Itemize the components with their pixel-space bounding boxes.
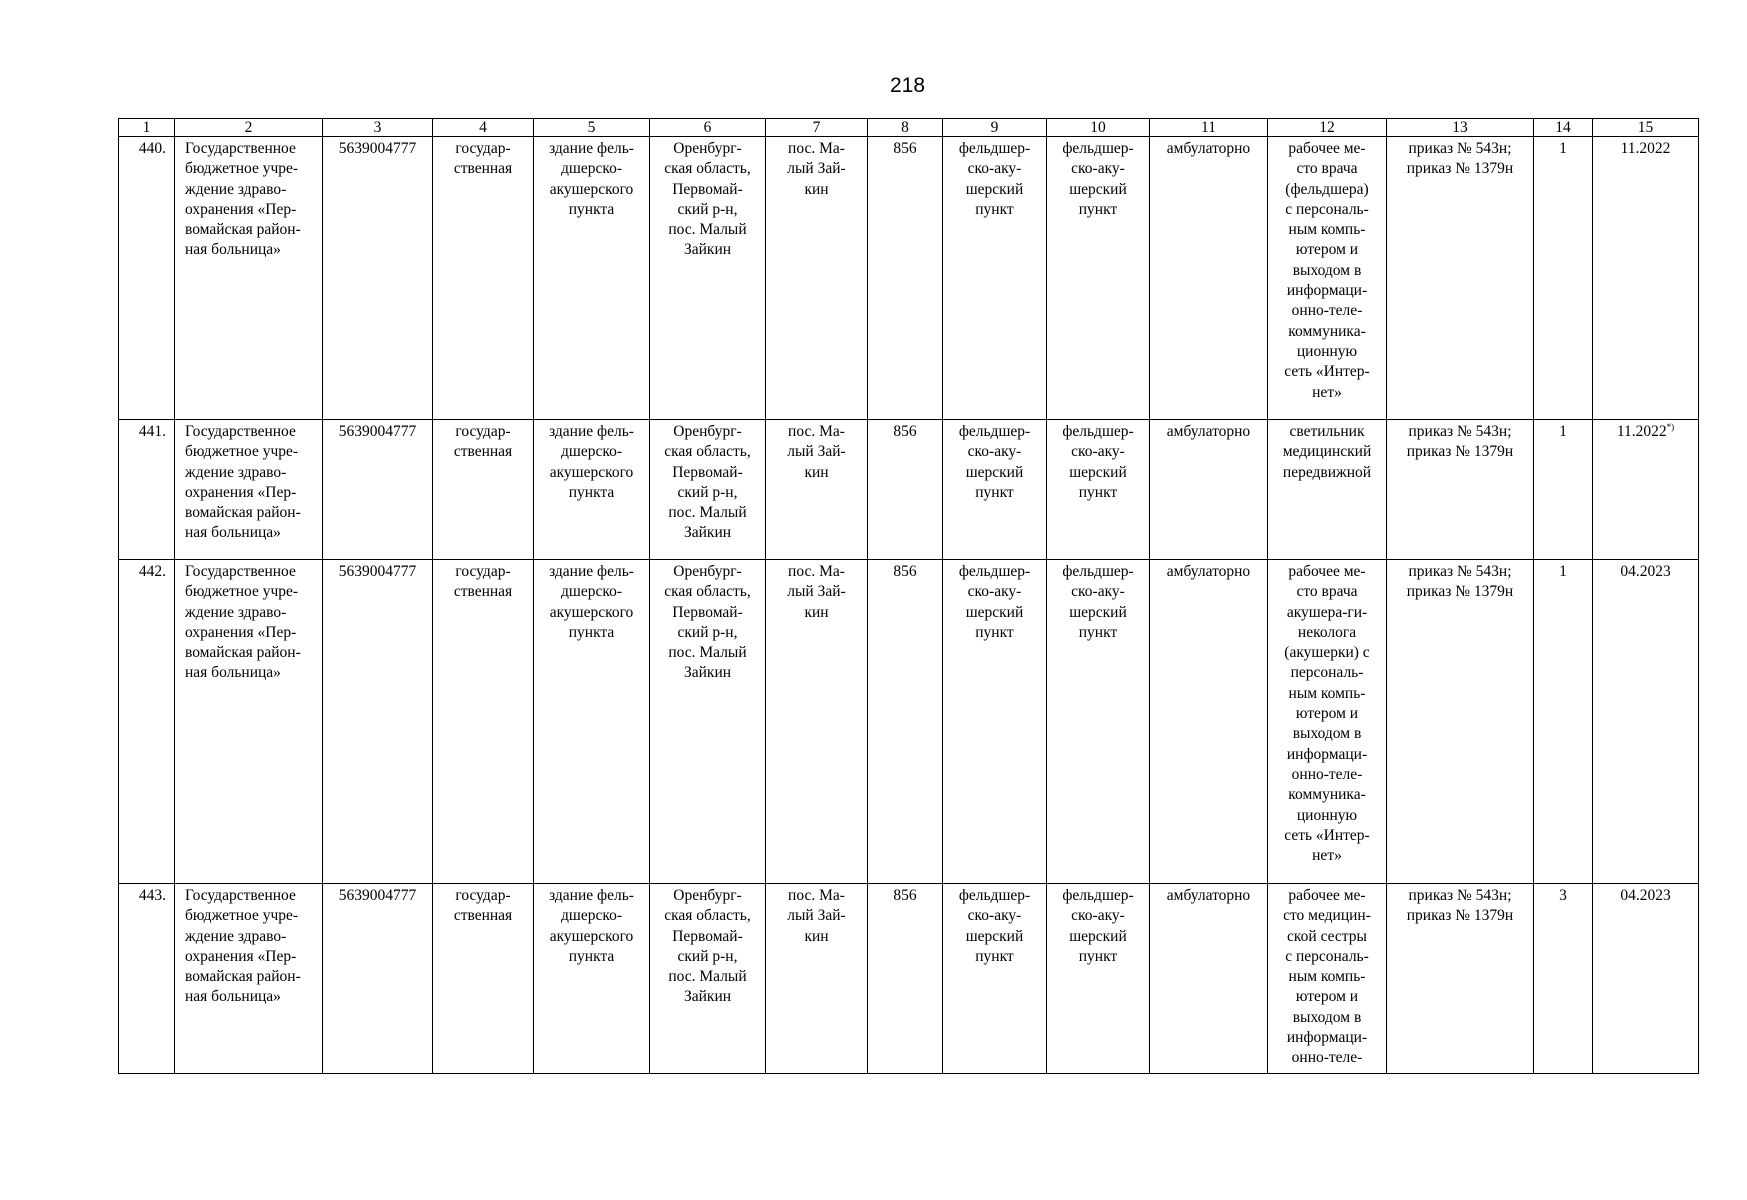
cell-line: рабочее ме- [1288, 887, 1366, 904]
cell-line: пункт [1078, 947, 1118, 965]
cell-line: ско-аку- [1071, 583, 1125, 601]
cell-line: ционную [1296, 806, 1358, 824]
cell-line: пункта [568, 947, 615, 965]
subdivision-cell [1047, 884, 1150, 1074]
ownership-cell [433, 137, 534, 420]
page-number: 218 [889, 74, 926, 97]
cell-line: охранения «Пер- [185, 483, 297, 501]
column-number: 13 [1387, 119, 1534, 137]
cell-line: сеть «Интер- [1284, 826, 1370, 844]
cell-line: охранения «Пер- [185, 947, 297, 965]
cell-line: ютером и [1295, 988, 1359, 1006]
cell-value: амбулаторно [1166, 423, 1251, 440]
row-number-cell [119, 884, 175, 1074]
cell-line: ский р-н, [677, 947, 738, 965]
cell-line: государ- [455, 140, 511, 157]
cell-line: приказ № 543н; [1408, 423, 1512, 440]
cell-value: 3 [1559, 887, 1567, 904]
column-number: 14 [1534, 119, 1593, 137]
cell-line: сеть «Интер- [1284, 363, 1370, 381]
cell-line: пос. Ма- [788, 423, 845, 440]
building-cell [534, 420, 650, 560]
cell-line: Зайкин [683, 241, 732, 259]
population-cell [868, 560, 943, 884]
cell-value: 1 [1559, 140, 1567, 157]
cell-line: приказ № 1379н [1406, 160, 1514, 178]
population-cell [868, 420, 943, 560]
organization-cell [175, 884, 323, 1074]
cell-line: пос. Малый [668, 968, 747, 986]
cell-line: выходом в [1292, 725, 1362, 743]
column-number: 6 [650, 119, 766, 137]
footnote-mark: *) [1666, 421, 1675, 432]
cell-line: пункт [975, 623, 1014, 641]
date-cell [1593, 137, 1699, 420]
cell-line: информаци- [1286, 1029, 1368, 1047]
care-form-cell [1150, 884, 1268, 1074]
cell-line: приказ № 543н; [1408, 887, 1512, 904]
table-row [119, 560, 1699, 884]
cell-line: акушера-ги- [1286, 603, 1368, 621]
cell-line: с персональ- [1285, 947, 1369, 965]
cell-line: пункта [568, 200, 615, 218]
inn-cell [323, 560, 433, 884]
table-row [119, 420, 1699, 560]
quantity-cell [1534, 560, 1593, 884]
equipment-cell [1268, 420, 1387, 560]
cell-value: 5639004777 [338, 140, 417, 157]
cell-line: приказ № 543н; [1408, 563, 1512, 580]
column-number: 5 [534, 119, 650, 137]
cell-line: ско-аку- [1071, 160, 1125, 178]
address-cell [650, 420, 766, 560]
cell-line: нет» [1312, 847, 1342, 865]
table-row [119, 884, 1699, 1074]
cell-value: амбулаторно [1166, 887, 1251, 904]
address-cell [650, 560, 766, 884]
cell-line: ской сестры [1287, 927, 1367, 945]
cell-line: Первомай- [672, 463, 743, 481]
cell-line: ютером и [1295, 705, 1359, 723]
quantity-cell [1534, 137, 1593, 420]
row-number-cell [119, 560, 175, 884]
locality-cell [766, 884, 868, 1074]
cell-line: ско-аку- [967, 583, 1022, 601]
cell-line: ский р-н, [677, 200, 738, 218]
cell-line: фельдшер- [1062, 887, 1134, 904]
date-value: 11.2022 [1620, 140, 1671, 157]
cell-line: здание фель- [549, 887, 634, 904]
locality-cell [766, 560, 868, 884]
cell-line: пос. Малый [668, 644, 747, 662]
cell-line: ско-аку- [1071, 907, 1125, 925]
cell-line: пункта [568, 483, 615, 501]
cell-line: информаци- [1286, 282, 1368, 300]
cell-value: 440. [138, 140, 166, 157]
column-number: 8 [868, 119, 943, 137]
cell-value: 1 [1559, 423, 1567, 440]
inn-cell [323, 420, 433, 560]
cell-line: шерский [1069, 927, 1127, 945]
cell-line: нет» [1312, 383, 1342, 401]
cell-line: Государственное [185, 887, 296, 904]
cell-line: дшерско- [561, 583, 622, 601]
cell-line: фельдшер- [1062, 563, 1134, 580]
cell-line: Государственное [185, 563, 296, 580]
cell-line: пос. Ма- [788, 887, 845, 904]
population-cell [868, 137, 943, 420]
date-cell [1593, 420, 1699, 560]
cell-value: 5639004777 [338, 563, 417, 580]
cell-line: ным компь- [1288, 684, 1366, 702]
building-cell [534, 884, 650, 1074]
cell-line: вомайская район- [185, 644, 301, 662]
column-number: 15 [1593, 119, 1699, 137]
cell-line: ждение здраво- [185, 603, 287, 621]
cell-value: 856 [893, 887, 917, 904]
cell-line: ная больница» [185, 664, 281, 682]
column-number: 11 [1150, 119, 1268, 137]
organization-cell [175, 137, 323, 420]
column-number: 9 [943, 119, 1047, 137]
cell-line: ско-аку- [967, 907, 1022, 925]
cell-line: бюджетное учре- [185, 583, 299, 601]
column-number-row [119, 119, 1699, 137]
column-number: 4 [433, 119, 534, 137]
cell-line: Государственное [185, 140, 296, 157]
cell-line: лый Зай- [787, 907, 846, 925]
cell-line: охранения «Пер- [185, 623, 297, 641]
unit-type-cell [943, 884, 1047, 1074]
cell-line: выходом в [1292, 261, 1362, 279]
cell-line: Зайкин [683, 524, 732, 542]
cell-line: акушерского [549, 927, 634, 945]
column-number: 10 [1047, 119, 1150, 137]
cell-line: фельдшер- [1062, 140, 1134, 157]
cell-value: 856 [893, 563, 917, 580]
cell-line: шерский [1069, 463, 1127, 481]
organization-cell [175, 560, 323, 884]
cell-line: приказ № 1379н [1406, 583, 1514, 601]
cell-line: пункт [975, 947, 1014, 965]
cell-line: ская область, [664, 907, 751, 925]
cell-line: Оренбург- [673, 140, 742, 157]
cell-line: Первомай- [672, 603, 743, 621]
cell-line: ско-аку- [967, 443, 1022, 461]
cell-line: кин [804, 463, 829, 481]
cell-value: 1 [1559, 563, 1567, 580]
cell-line: фельдшер- [1062, 423, 1134, 440]
cell-line: рабочее ме- [1288, 140, 1366, 157]
building-cell [534, 137, 650, 420]
cell-line: ным компь- [1288, 221, 1366, 239]
column-number: 7 [766, 119, 868, 137]
unit-type-cell [943, 420, 1047, 560]
cell-value: 5639004777 [338, 887, 417, 904]
care-form-cell [1150, 420, 1268, 560]
cell-line: сто врача [1296, 160, 1358, 178]
cell-line: фельдшер- [958, 887, 1031, 904]
cell-line: дшерско- [561, 160, 622, 178]
column-number: 3 [323, 119, 433, 137]
cell-line: Зайкин [683, 664, 732, 682]
address-cell [650, 137, 766, 420]
row-number-cell [119, 420, 175, 560]
cell-line: пос. Малый [668, 221, 747, 239]
cell-line: ский р-н, [677, 623, 738, 641]
cell-line: вомайская район- [185, 504, 301, 522]
cell-line: пос. Ма- [788, 563, 845, 580]
cell-line: дшерско- [561, 443, 622, 461]
cell-line: ско-аку- [1071, 443, 1125, 461]
cell-line: здание фель- [549, 563, 634, 580]
cell-line: светильник [1289, 423, 1365, 440]
date-value: 04.2023 [1620, 887, 1671, 904]
cell-line: коммуника- [1288, 786, 1366, 804]
cell-line: здание фель- [549, 423, 634, 440]
cell-line: ская область, [664, 583, 751, 601]
cell-line: акушерского [549, 180, 634, 198]
cell-line: Первомай- [672, 180, 743, 198]
cell-value: 442. [138, 563, 166, 580]
registry-table [118, 118, 1699, 1074]
cell-line: пос. Ма- [788, 140, 845, 157]
cell-line: передвижной [1282, 463, 1372, 481]
orders-cell [1387, 884, 1534, 1074]
cell-value: 441. [138, 423, 166, 440]
care-form-cell [1150, 560, 1268, 884]
date-cell [1593, 884, 1699, 1074]
cell-line: с персональ- [1285, 200, 1369, 218]
cell-line: ственная [453, 443, 513, 461]
ownership-cell [433, 884, 534, 1074]
care-form-cell [1150, 137, 1268, 420]
cell-line: шерский [1069, 603, 1127, 621]
equipment-cell [1268, 560, 1387, 884]
cell-line: кин [804, 180, 829, 198]
locality-cell [766, 420, 868, 560]
equipment-cell [1268, 884, 1387, 1074]
ownership-cell [433, 560, 534, 884]
cell-line: пункт [1078, 483, 1118, 501]
cell-line: ждение здраво- [185, 180, 287, 198]
cell-line: приказ № 1379н [1406, 907, 1514, 925]
cell-line: неколога [1297, 623, 1357, 641]
cell-line: приказ № 1379н [1406, 443, 1514, 461]
cell-line: ционную [1296, 342, 1358, 360]
cell-line: рабочее ме- [1288, 563, 1366, 580]
cell-line: лый Зай- [787, 443, 846, 461]
cell-line: Зайкин [683, 988, 732, 1006]
cell-line: Государственное [185, 423, 296, 440]
cell-value: 856 [893, 140, 917, 157]
unit-type-cell [943, 137, 1047, 420]
unit-type-cell [943, 560, 1047, 884]
cell-line: ная больница» [185, 241, 281, 259]
subdivision-cell [1047, 420, 1150, 560]
cell-line: ско-аку- [967, 160, 1022, 178]
table-row [119, 137, 1699, 420]
locality-cell [766, 137, 868, 420]
cell-line: пункт [975, 483, 1014, 501]
cell-line: государ- [455, 563, 511, 580]
cell-line: онно-теле- [1291, 765, 1363, 783]
cell-line: государ- [455, 887, 511, 904]
cell-line: ная больница» [185, 988, 281, 1006]
cell-line: ждение здраво- [185, 927, 287, 945]
building-cell [534, 560, 650, 884]
cell-value: 5639004777 [338, 423, 417, 440]
cell-line: Первомай- [672, 927, 743, 945]
column-number: 2 [175, 119, 323, 137]
cell-line: кин [804, 927, 829, 945]
cell-line: пункт [1078, 200, 1118, 218]
cell-value: 443. [138, 887, 166, 904]
subdivision-cell [1047, 137, 1150, 420]
cell-line: пункт [1078, 623, 1118, 641]
cell-line: (фельдшера) [1285, 180, 1369, 198]
cell-line: фельдшер- [958, 140, 1031, 157]
cell-line: ным компь- [1288, 968, 1366, 986]
cell-line: ждение здраво- [185, 463, 287, 481]
cell-line: лый Зай- [787, 160, 846, 178]
cell-line: пункта [568, 623, 615, 641]
row-number-cell [119, 137, 175, 420]
ownership-cell [433, 420, 534, 560]
cell-line: выходом в [1292, 1008, 1362, 1026]
cell-line: шерский [965, 463, 1024, 481]
cell-line: приказ № 543н; [1408, 140, 1512, 157]
cell-line: сто медицин- [1283, 907, 1371, 925]
address-cell [650, 884, 766, 1074]
cell-value: 856 [893, 423, 917, 440]
date-cell [1593, 560, 1699, 884]
cell-line: ютером и [1295, 241, 1359, 259]
cell-line: (акушерки) с [1284, 644, 1370, 662]
cell-line: шерский [965, 180, 1024, 198]
orders-cell [1387, 560, 1534, 884]
cell-line: Оренбург- [673, 423, 742, 440]
cell-line: ская область, [664, 160, 751, 178]
cell-line: фельдшер- [958, 423, 1031, 440]
cell-line: медицинский [1282, 443, 1372, 461]
cell-line: ная больница» [185, 524, 281, 542]
cell-line: шерский [1069, 180, 1127, 198]
quantity-cell [1534, 884, 1593, 1074]
cell-line: шерский [965, 927, 1024, 945]
cell-line: пункт [975, 200, 1014, 218]
cell-line: ская область, [664, 443, 751, 461]
cell-line: дшерско- [561, 907, 622, 925]
cell-line: шерский [965, 603, 1024, 621]
cell-line: ственная [453, 583, 513, 601]
cell-line: онно-теле- [1291, 1049, 1363, 1067]
cell-line: лый Зай- [787, 583, 846, 601]
cell-line: Оренбург- [673, 563, 742, 580]
equipment-cell [1268, 137, 1387, 420]
population-cell [868, 884, 943, 1074]
subdivision-cell [1047, 560, 1150, 884]
inn-cell [323, 884, 433, 1074]
cell-line: сто врача [1296, 583, 1358, 601]
cell-line: персональ- [1290, 664, 1364, 682]
cell-line: акушерского [549, 603, 634, 621]
cell-line: онно-теле- [1291, 302, 1363, 320]
inn-cell [323, 137, 433, 420]
cell-line: информаци- [1286, 745, 1368, 763]
table-body [119, 137, 1699, 1074]
column-number: 1 [119, 119, 175, 137]
cell-line: вомайская район- [185, 221, 301, 239]
cell-line: Оренбург- [673, 887, 742, 904]
cell-line: кин [804, 603, 829, 621]
cell-line: вомайская район- [185, 968, 301, 986]
date-value: 04.2023 [1620, 563, 1671, 580]
cell-line: бюджетное учре- [185, 443, 299, 461]
cell-value: амбулаторно [1166, 140, 1251, 157]
date-value: 11.2022 [1616, 423, 1667, 440]
cell-line: здание фель- [549, 140, 634, 157]
cell-line: ственная [453, 907, 513, 925]
organization-cell [175, 420, 323, 560]
cell-line: бюджетное учре- [185, 160, 299, 178]
cell-line: фельдшер- [958, 563, 1031, 580]
cell-line: охранения «Пер- [185, 200, 297, 218]
orders-cell [1387, 420, 1534, 560]
cell-value: амбулаторно [1166, 563, 1251, 580]
cell-line: коммуника- [1288, 322, 1366, 340]
orders-cell [1387, 137, 1534, 420]
column-number: 12 [1268, 119, 1387, 137]
quantity-cell [1534, 420, 1593, 560]
cell-line: бюджетное учре- [185, 907, 299, 925]
cell-line: ственная [453, 160, 513, 178]
cell-line: ский р-н, [677, 483, 738, 501]
cell-line: пос. Малый [668, 504, 747, 522]
cell-line: государ- [455, 423, 511, 440]
cell-line: акушерского [549, 463, 634, 481]
